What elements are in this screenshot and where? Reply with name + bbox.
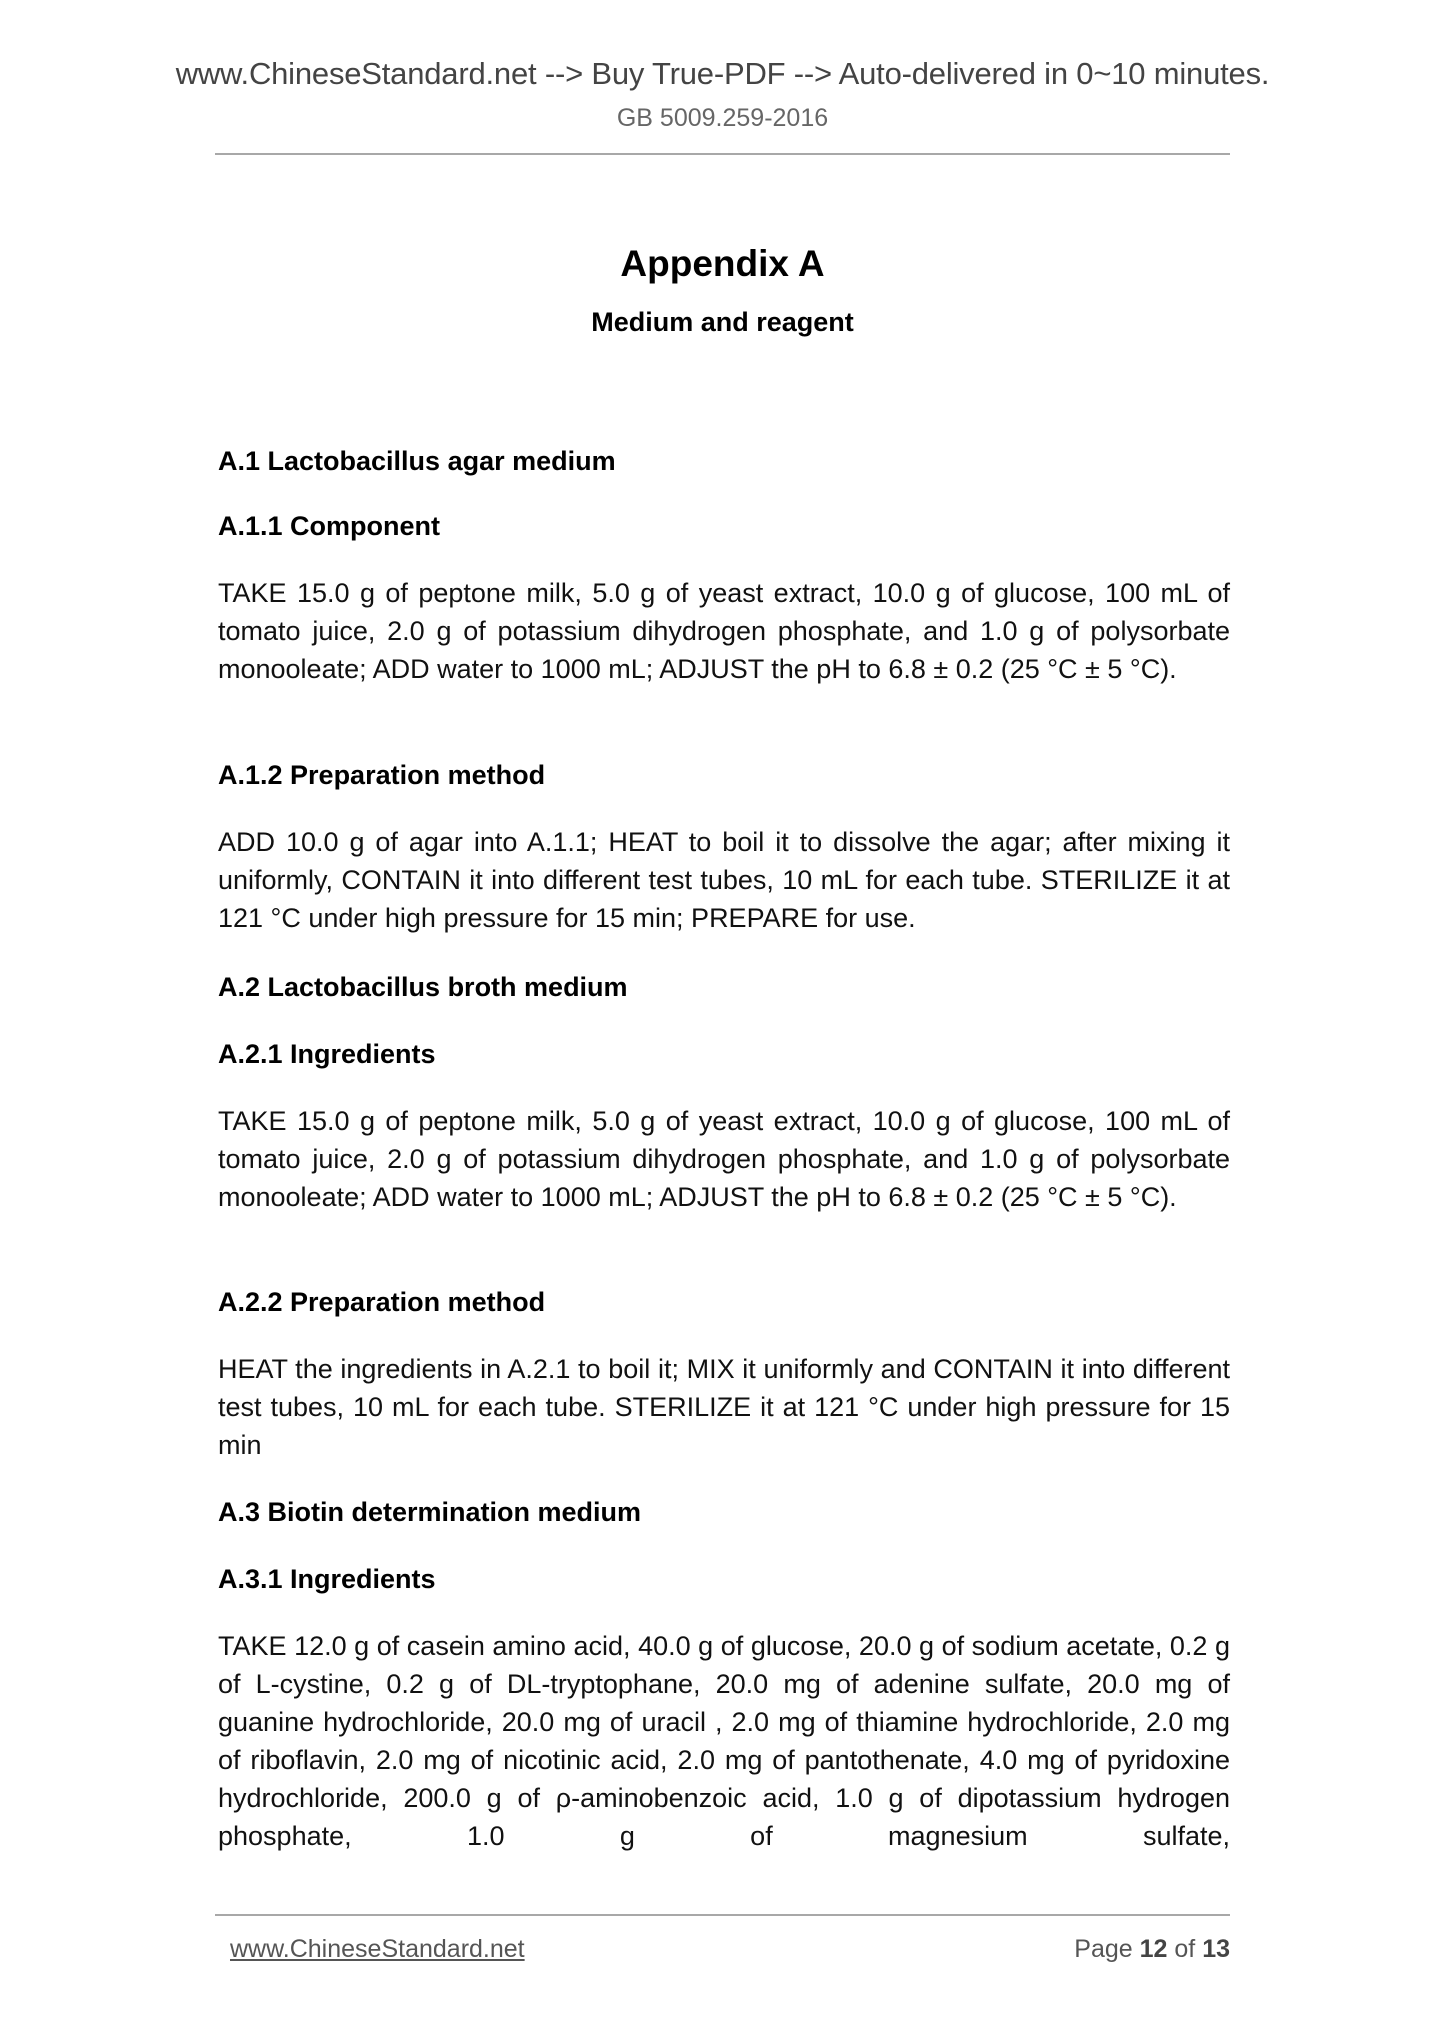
standard-code: GB 5009.259-2016 xyxy=(616,104,829,132)
paragraph-a3-1: TAKE 12.0 g of casein amino acid, 40.0 g of glucose, 20.0 g of sodium acetate, 0.2 g of L-cystine, 0.2 g of DL-tryptophane, 20.0 mg of adenine sulfate, 20.0 mg of guanine hydrochloride, 20.0 mg of uracil , 2.0 mg of thiamine hydrochloride, 2.0 mg of riboflavin, 2.0 mg of nicotinic acid, 2.0 mg of pantothenate, 4.0 mg of pyridoxine hydrochloride, 200.0 g of ρ-aminobenzoic acid, 1.0 g of dipotassium hydrogen phosphate, 1.0 g of magnesium sulfate, xyxy=(218,1631,1230,1851)
footer-website-link[interactable]: www.ChineseStandard.net xyxy=(230,1935,525,1963)
section-heading-a1-1: A.1.1 Component xyxy=(218,511,441,541)
section-heading-a1: A.1 Lactobacillus agar medium xyxy=(218,446,616,476)
paragraph-a1-2: ADD 10.0 g of agar into A.1.1; HEAT to boil it to dissolve the agar; after mixing it uniformly, CONTAIN it into different test tubes, 10 mL for each tube. STERILIZE it at 121 °C under high pressure for 15 min; PREPARE for use. xyxy=(218,827,1230,933)
section-heading-a1-2: A.1.2 Preparation method xyxy=(218,760,546,790)
paragraph-a2-2: HEAT the ingredients in A.2.1 to boil it; MIX it uniformly and CONTAIN it into different test tubes, 10 mL for each tube. STERILIZE it at 121 °C under high pressure for 15 min xyxy=(218,1354,1230,1460)
page-total: 13 xyxy=(1202,1935,1230,1963)
appendix-subtitle: Medium and reagent xyxy=(591,307,854,337)
promo-banner: www.ChineseStandard.net --> Buy True-PDF --> Auto-delivered in 0~10 minutes. xyxy=(175,56,1270,91)
page-label: Page xyxy=(1074,1935,1133,1963)
paragraph-a1-1: TAKE 15.0 g of peptone milk, 5.0 g of yeast extract, 10.0 g of glucose, 100 mL of tomato juice, 2.0 g of potassium dihydrogen phosphate, and 1.0 g of polysorbate monooleate; ADD water to 1000 mL; ADJUST the pH to 6.8 ± 0.2 (25 °C ± 5 °C). xyxy=(218,578,1230,684)
appendix-title: Appendix A xyxy=(620,243,825,284)
footer-divider xyxy=(215,1914,1230,1916)
section-heading-a2-1: A.2.1 Ingredients xyxy=(218,1039,436,1069)
page-indicator xyxy=(1074,1935,1230,1964)
section-heading-a2-2: A.2.2 Preparation method xyxy=(218,1287,546,1317)
paragraph-a2-1: TAKE 15.0 g of peptone milk, 5.0 g of yeast extract, 10.0 g of glucose, 100 mL of tomato juice, 2.0 g of potassium dihydrogen phosphate, and 1.0 g of polysorbate monooleate; ADD water to 1000 mL; ADJUST the pH to 6.8 ± 0.2 (25 °C ± 5 °C). xyxy=(218,1106,1230,1212)
page-of: of xyxy=(1174,1935,1196,1963)
section-heading-a3-1: A.3.1 Ingredients xyxy=(218,1564,436,1594)
section-heading-a3: A.3 Biotin determination medium xyxy=(218,1497,642,1527)
page-current: 12 xyxy=(1139,1935,1168,1963)
header-divider xyxy=(215,153,1230,155)
section-heading-a2: A.2 Lactobacillus broth medium xyxy=(218,972,628,1002)
